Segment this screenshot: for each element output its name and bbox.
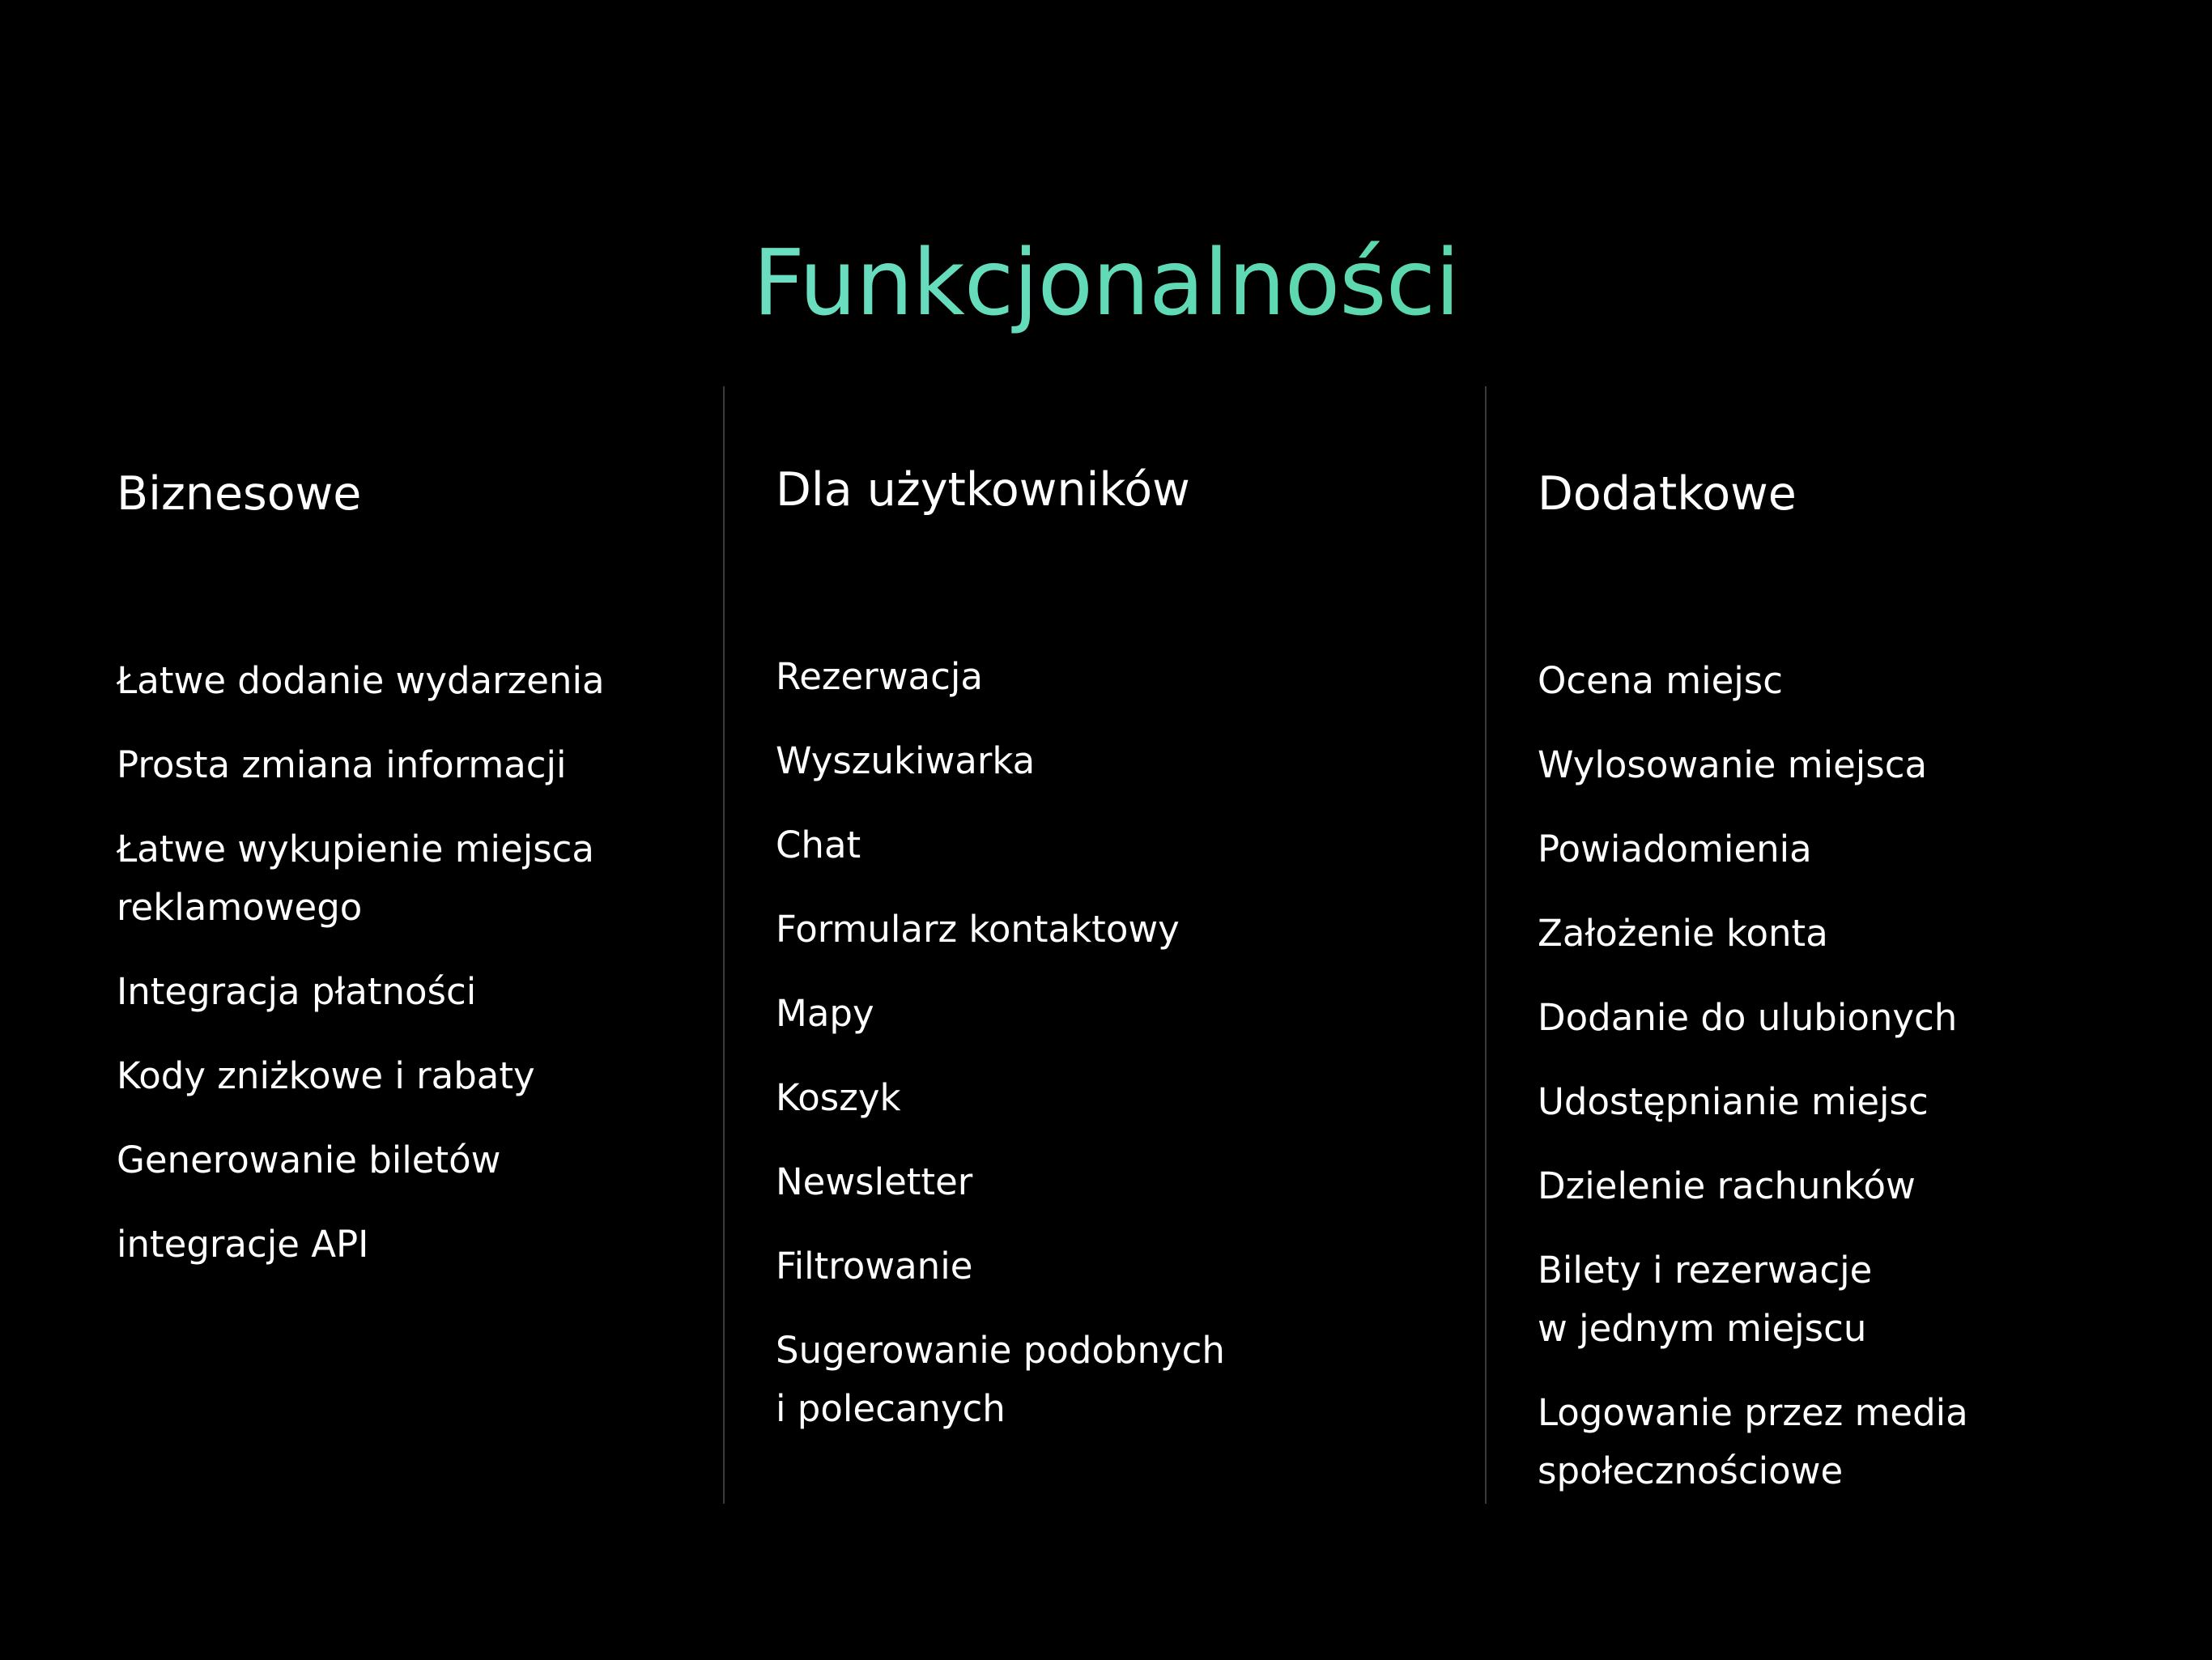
feature-list-business [117,652,700,1300]
list-item: Ocena miejsc [1538,659,1783,702]
feature-list-users [776,648,1359,1464]
column-heading-users: Dla użytkowników [776,463,1190,517]
list-item: Sugerowanie podobnych i polecanych [776,1329,1225,1430]
column-business [117,466,605,1266]
column-heading-business: Biznesowe [117,467,362,521]
list-item: Formularz kontaktowy [776,908,1180,951]
column-divider-right [1485,386,1487,1504]
list-item: Bilety i rezerwacje w jednym miejscu [1538,1249,1873,1350]
list-item: Dodanie do ulubionych [1538,996,1958,1039]
list-item: Powiadomienia [1538,828,1812,870]
list-item: Filtrowanie [776,1245,973,1288]
list-item: Założenie konta [1538,912,1828,955]
column-users [776,462,1225,1430]
list-item: Prosta zmiana informacji [117,743,567,786]
page-title: Funkcjonalności [0,227,2212,340]
list-item: Kody zniżkowe i rabaty [117,1054,535,1097]
list-item: Łatwe wykupienie miejsca reklamowego [117,828,594,929]
list-item: Chat [776,824,861,866]
list-item: Koszyk [776,1076,901,1119]
column-divider-left [723,386,725,1504]
list-item: Generowanie biletów [117,1139,501,1181]
list-item: Integracja płatności [117,970,477,1013]
list-item: Wyszukiwarka [776,739,1036,782]
list-item: Udostępnianie miejsc [1538,1080,1929,1123]
list-item: Logowanie przez media społecznościowe [1538,1391,1968,1492]
column-additional [1538,466,1968,1492]
column-heading-additional: Dodatkowe [1538,467,1797,521]
list-item: Dzielenie rachunków [1538,1164,1916,1207]
list-item: Wylosowanie miejsca [1538,743,1928,786]
list-item: Newsletter [776,1160,973,1203]
list-item: Mapy [776,992,874,1035]
list-item: Łatwe dodanie wydarzenia [117,659,605,702]
feature-list-additional [1538,652,2121,1526]
list-item: Rezerwacja [776,655,983,698]
list-item: integracje API [117,1223,369,1266]
